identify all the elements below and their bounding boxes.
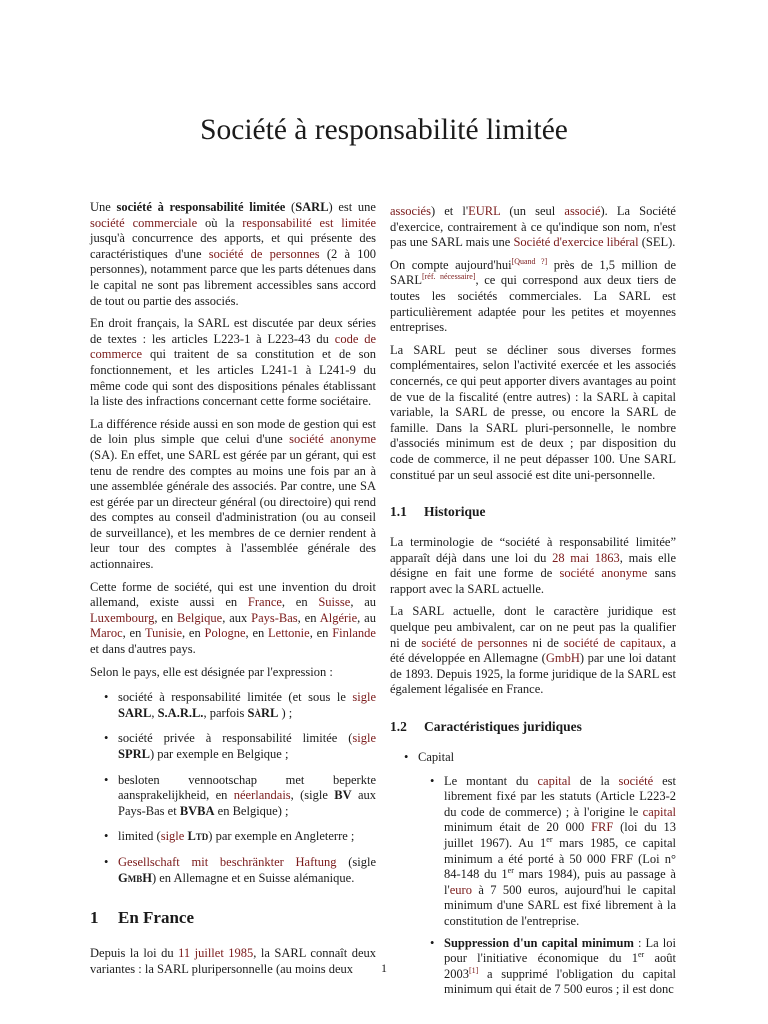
depuis-paragraph: Depuis la loi du 11 juillet 1985, la SARL connaît deux variantes : la SARL pluripersonnelle (au moins deux (90, 946, 376, 976)
list-item: • limited (sigle Ltd) par exemple en Angleterre ; (90, 829, 376, 845)
link-societe-de-capitaux[interactable]: société de capitaux (563, 635, 663, 650)
list-item: • Gesellschaft mit beschränkter Haftung (sigle GmbH) en Allemagne et en Suisse alémanique. (90, 855, 376, 886)
link-finlande[interactable]: Finlande (332, 626, 376, 641)
list-item: • Le montant du capital de la société est librement fixé par les statuts (Article L223-2 du code de commerce) ; à l'origine le capital minimum était de 20 000 FRF (loi du 13 juillet 1967). Au 1er mars 1985, ce capital minimum a été porté à 50 000 FRF (Loi n° 84-148 du 1er mars 1984), puis au passage à l'euro à 7 500 euros, aujourd'hui le capital minimum d'une SARL est fixé librement à la constitution de l'entreprise. (418, 774, 676, 930)
link-associe[interactable]: associé (564, 204, 601, 218)
link-gmbh-full[interactable]: Gesellschaft mit beschränkter Haftung (118, 854, 337, 869)
left-column (90, 200, 376, 984)
link-28-mai-1863[interactable]: 28 mai 1863 (552, 550, 620, 565)
citation-needed-when[interactable]: [Quand ?] (511, 256, 548, 266)
link-societe-anonyme-2[interactable]: société anonyme (559, 566, 648, 581)
droit-francais-paragraph: En droit français, la SARL est discutée par deux séries de textes : les articles L223-1 à L223-43 du code de commerce qui traitent de sa constitution et de son fonctionnement, et les articles L241-1 à L241-9 du même code qui sont des dispositions pénales établissant la liste des infractions concernant cette forme sociétaire. (90, 316, 376, 409)
link-sigle[interactable]: sigle (352, 690, 376, 705)
link-pays-bas[interactable]: Pays-Bas (251, 610, 298, 625)
link-luxembourg[interactable]: Luxembourg (90, 610, 155, 625)
link-suisse[interactable]: Suisse (318, 595, 351, 610)
link-pologne[interactable]: Pologne (204, 626, 246, 641)
link-11-juillet-1985[interactable]: 11 juillet 1985 (178, 946, 254, 961)
link-frf[interactable]: FRF (591, 820, 614, 835)
link-euro[interactable]: euro (449, 882, 472, 897)
link-maroc[interactable]: Maroc (90, 626, 123, 641)
list-item: • besloten vennootschap met beperkte aansprakelijkheid, en néerlandais, (sigle BV aux Pays-Bas et BVBA en Belgique) ; (90, 773, 376, 820)
list-item: • société à responsabilité limitée (et sous le sigle SARL, S.A.R.L., parfois SàRL ) ; (90, 690, 376, 721)
link-sigle[interactable]: sigle (352, 731, 376, 746)
link-societe-de-personnes[interactable]: société de personnes (208, 246, 320, 261)
list-item: • société privée à responsabilité limitée (sigle SPRL) par exemple en Belgique ; (90, 731, 376, 762)
right-column (390, 204, 676, 1008)
link-societe-anonyme[interactable]: société anonyme (289, 432, 376, 447)
eurl-paragraph: associés) et l'EURL (un seul associé). La Société d'exercice, contrairement à ce qu'indique son nom, n'est pas une SARL mais une Société d'exercice libéral (SEL). (390, 204, 676, 250)
statistics-paragraph: On compte aujourd'hui[Quand ?] près de 1,5 million de SARL[réf. nécessaire], ce qui correspond aux deux tiers de toutes les sociétés commerciales. La SARL est particulièrement adaptée pour les petites et moyennes entreprises. (390, 256, 676, 335)
link-societe-commerciale[interactable]: société commerciale (90, 215, 198, 230)
page-title: Société à responsabilité limitée (200, 114, 568, 146)
subsection-heading-historique: 1.1 Historique (390, 504, 486, 520)
citation-needed-ref[interactable]: [réf. nécessaire] (421, 272, 476, 282)
link-societe[interactable]: société (618, 773, 654, 788)
link-eurl[interactable]: EURL (468, 204, 501, 218)
link-sigle[interactable]: sigle (160, 829, 185, 844)
link-capital-2[interactable]: capital (642, 804, 676, 819)
designation-list (90, 690, 376, 886)
link-tunisie[interactable]: Tunisie (144, 626, 182, 641)
link-belgique[interactable]: Belgique (177, 610, 223, 625)
link-capital[interactable]: capital (537, 773, 571, 788)
footnote-ref-1[interactable]: [1] (469, 965, 479, 975)
subsection-heading-caracteristiques: 1.2 Caractéristiques juridiques (390, 719, 582, 735)
sarl-actuelle-paragraph: La SARL actuelle, dont le caractère juridique est quelque peu ambivalent, car on ne peut pas la qualifier ni de société de personnes ni de société de capitaux, a été développée en Allemagne (GmbH) par une loi datant de 1893. Depuis 1925, la forme juridique de la SARL est également légalisée en France. (390, 604, 676, 697)
link-algerie[interactable]: Algérie (319, 610, 358, 625)
selon-pays-paragraph: Selon le pays, elle est désignée par l'expression : (90, 664, 333, 679)
intro-paragraph: Une société à responsabilité limitée (SARL) est une société commerciale où la responsabilité est limitée jusqu'à concurrence des apports, et qui présente des caractéristiques d'une société de personnes (2 à 100 personnes), notamment parce que les parts détenues dans le capital ne sont pas librement accessibles sans accord de tout ou partie des associés. (90, 200, 377, 308)
terminologie-paragraph: La terminologie de “société à responsabilité limitée” apparaît déjà dans une loi du 28 mai 1863, mais elle désigne en fait une forme de société anonyme sans rapport avec la SARL actuelle. (390, 535, 677, 596)
list-item: • Capital • Le montant du capital de la société est librement fixé par les statuts (Article L223-2 du code de commerce) ; à l'origine le capital minimum était de 20 000 FRF (loi du 13 juillet 1967). Au 1er mars 1985, ce capital minimum a été porté à 50 000 FRF (Loi n° 84-148 du 1er mars 1984), puis au passage à l'euro à 7 500 euros, aujourd'hui le capital minimum d'une SARL est fixé librement à la constitution de l'entreprise. • Suppression d'un capital minimum : La loi pour l'initiative économique du 1er août 2003[1] a supprimé l'obligation du capital minimum qui était de 7 500 euros ; il est donc (390, 750, 676, 998)
link-societe-de-personnes-2[interactable]: société de personnes (421, 635, 528, 650)
link-lettonie[interactable]: Lettonie (268, 626, 310, 641)
section-heading-en-france: 1 En France (90, 908, 195, 928)
link-associes[interactable]: associés (390, 204, 431, 218)
gestion-paragraph: La différence réside aussi en son mode de gestion qui est de loin plus simple que celui d'une société anonyme (SA). En effet, une SARL est gérée par un gérant, qui est tenu de rendre des comptes au moins une fois par an à une assemblée générale des associés. Par contre, une SA est gérée par un directeur général (ou directoire) qui rend des comptes au conseil d'administration (ou au conseil de surveillance), et les membres de ce dernier rendent à leur tour des comptes à l'assemblée générale des actionnaires. (90, 416, 376, 572)
countries-paragraph: Cette forme de société, qui est une invention du droit allemand, existe aussi en France, en Suisse, au Luxembourg, en Belgique, aux Pays-Bas, en Algérie, au Maroc, en Tunisie, en Pologne, en Lettonie, en Finlande et dans d'autres pays. (90, 579, 376, 657)
link-neerlandais[interactable]: néerlandais (233, 788, 291, 803)
link-france[interactable]: France (247, 595, 282, 610)
link-sel[interactable]: Société d'exercice libéral (513, 235, 639, 250)
link-responsabilite-limitee[interactable]: responsabilité est limitée (242, 215, 377, 230)
link-gmbh[interactable]: GmbH (545, 651, 580, 666)
formes-paragraph: La SARL peut se décliner sous diverses formes complémentaires, selon l'activité exercée et les associés concernés, ce qui peut apporter divers avantages au point de vue de la fiscalité (entre autres) : la SARL à capital variable, la SARL de presse, ou encore la SARL de famille. Dans la SARL pluri-personnelle, le nombre d'associés minimum est de deux ; par disposition du code de commerce, il ne peut dépasser 100. Une SARL constitué par un seul associé est dite uni-personnelle. (390, 342, 676, 482)
list-item: • Suppression d'un capital minimum : La loi pour l'initiative économique du 1er août 2003[1] a supprimé l'obligation du capital minimum qui était de 7 500 euros ; il est donc (418, 936, 676, 998)
link-code-de-commerce[interactable]: code de commerce (90, 331, 376, 362)
page-number: 1 (381, 961, 387, 975)
